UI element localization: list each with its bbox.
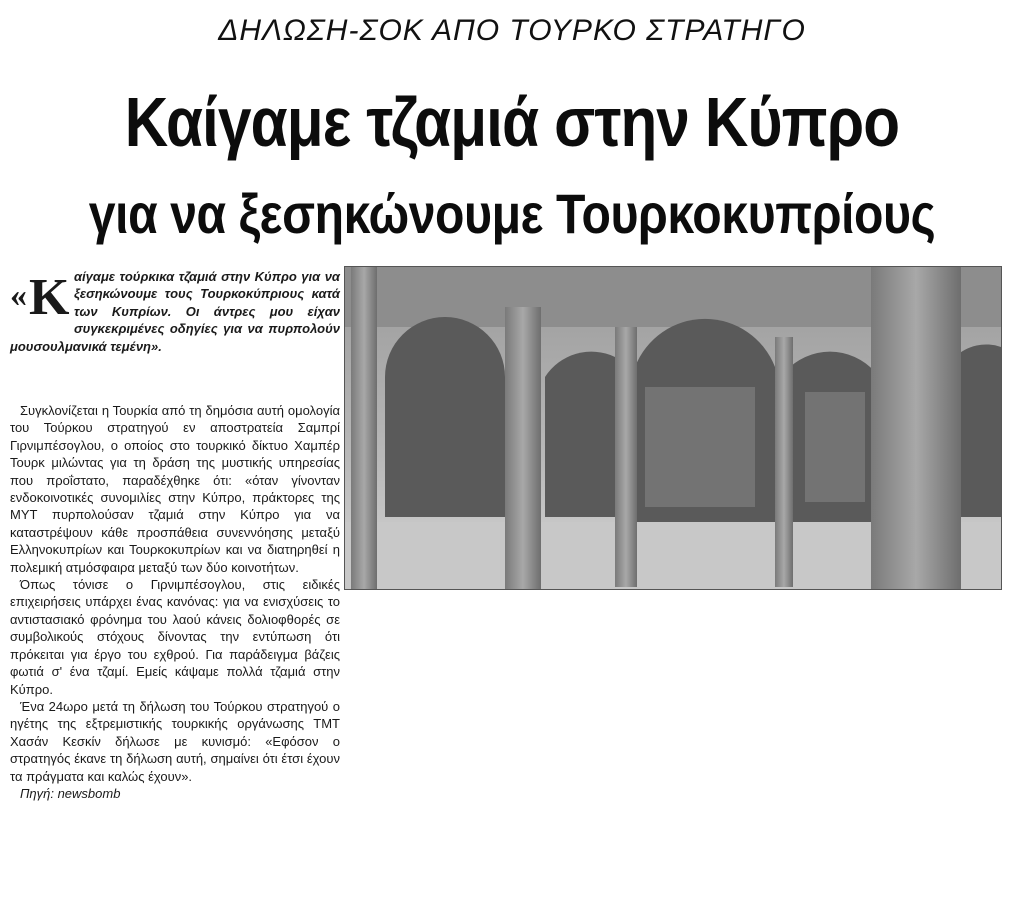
- mosque-arcade-photo: [344, 266, 1002, 590]
- photo-illustration: [345, 267, 1001, 589]
- opening-quote: «: [10, 277, 27, 314]
- lead-text: αίγαμε τούρκικα τζαμιά στην Κύπρο για να ξεσηκώνουμε τους Τουρκοκύπριους κατά των Κυπρίων. Οι άντρες μου είχαν συγκεκριμένες οδηγίες για να πυρπολούν μουσουλμανικά τεμένη».: [10, 269, 340, 354]
- article-body: [10, 402, 340, 802]
- headline: Καίγαμε τζαμιά στην Κύπρο: [124, 83, 900, 161]
- drop-cap-letter: Κ: [29, 269, 70, 326]
- subheadline: για να ξεσηκώνουμε Τουρκοκυπρίους: [88, 182, 936, 245]
- body-paragraph: Όπως τόνισε ο Γιρνιμπέσογλου, στις ειδικές επιχειρήσεις υπάρχει ένας κανόνας: για να ενισχύσεις το αντιστασιακό φρόνημα του λαού κάνεις δολιοφθορές σε συμβολικούς στόχους δίνοντας την εντύπωση ότι πρόκειται για έργο του εχθρού. Για παράδειγμα βάζεις φωτιά σ' ένα τζαμί. Εμείς κάψαμε πολλά τζαμιά στην Κύπρο.: [10, 577, 340, 697]
- drop-cap: [10, 269, 70, 326]
- lead-paragraph: [10, 268, 340, 378]
- article-column: [10, 268, 340, 802]
- source-credit: Πηγή: newsbomb: [20, 785, 121, 801]
- kicker: ΔΗΛΩΣΗ-ΣΟΚ ΑΠΟ ΤΟΥΡΚΟ ΣΤΡΑΤΗΓΟ: [218, 14, 806, 47]
- body-paragraph: Ένα 24ωρο μετά τη δήλωση του Τούρκου στρατηγού ο ηγέτης της εξτρεμιστικής τουρκικής οργάνωσης ΤΜΤ Χασάν Κεσκίν δήλωσε με κυνισμό: «Εφόσον ο στρατηγός έκανε τη δήλωση αυτή, σημαίνει ότι έτσι έχουν τα πράγματα και καλώς έχουν».: [10, 698, 340, 784]
- body-paragraph: Συγκλονίζεται η Τουρκία από τη δημόσια αυτή ομολογία του Τούρκου στρατηγού εν αποστρατεία Σαμπρί Γιρνιμπέσογλου, ο οποίος στο τουρκικό δίκτυο Χαμπέρ Τουρκ μιλώντας για τη δράση της μυστικής υπηρεσίας που προΐστατο, παραδέχθηκε ότι: «όταν γίνονταν ενδοκοινοτικές συνομιλίες στην Κύπρο, πράκτορες της ΜΥΤ πυρπολούσαν τζαμιά στην Κύπρο για να καταστρέψουν κάθε προσπάθεια συνεννόησης μεταξύ Ελληνοκυπρίων και Τουρκοκυπρίων και να διατηρηθεί η πολεμική ατμόσφαιρα μεταξύ των δύο κοινοτήτων.: [10, 403, 340, 575]
